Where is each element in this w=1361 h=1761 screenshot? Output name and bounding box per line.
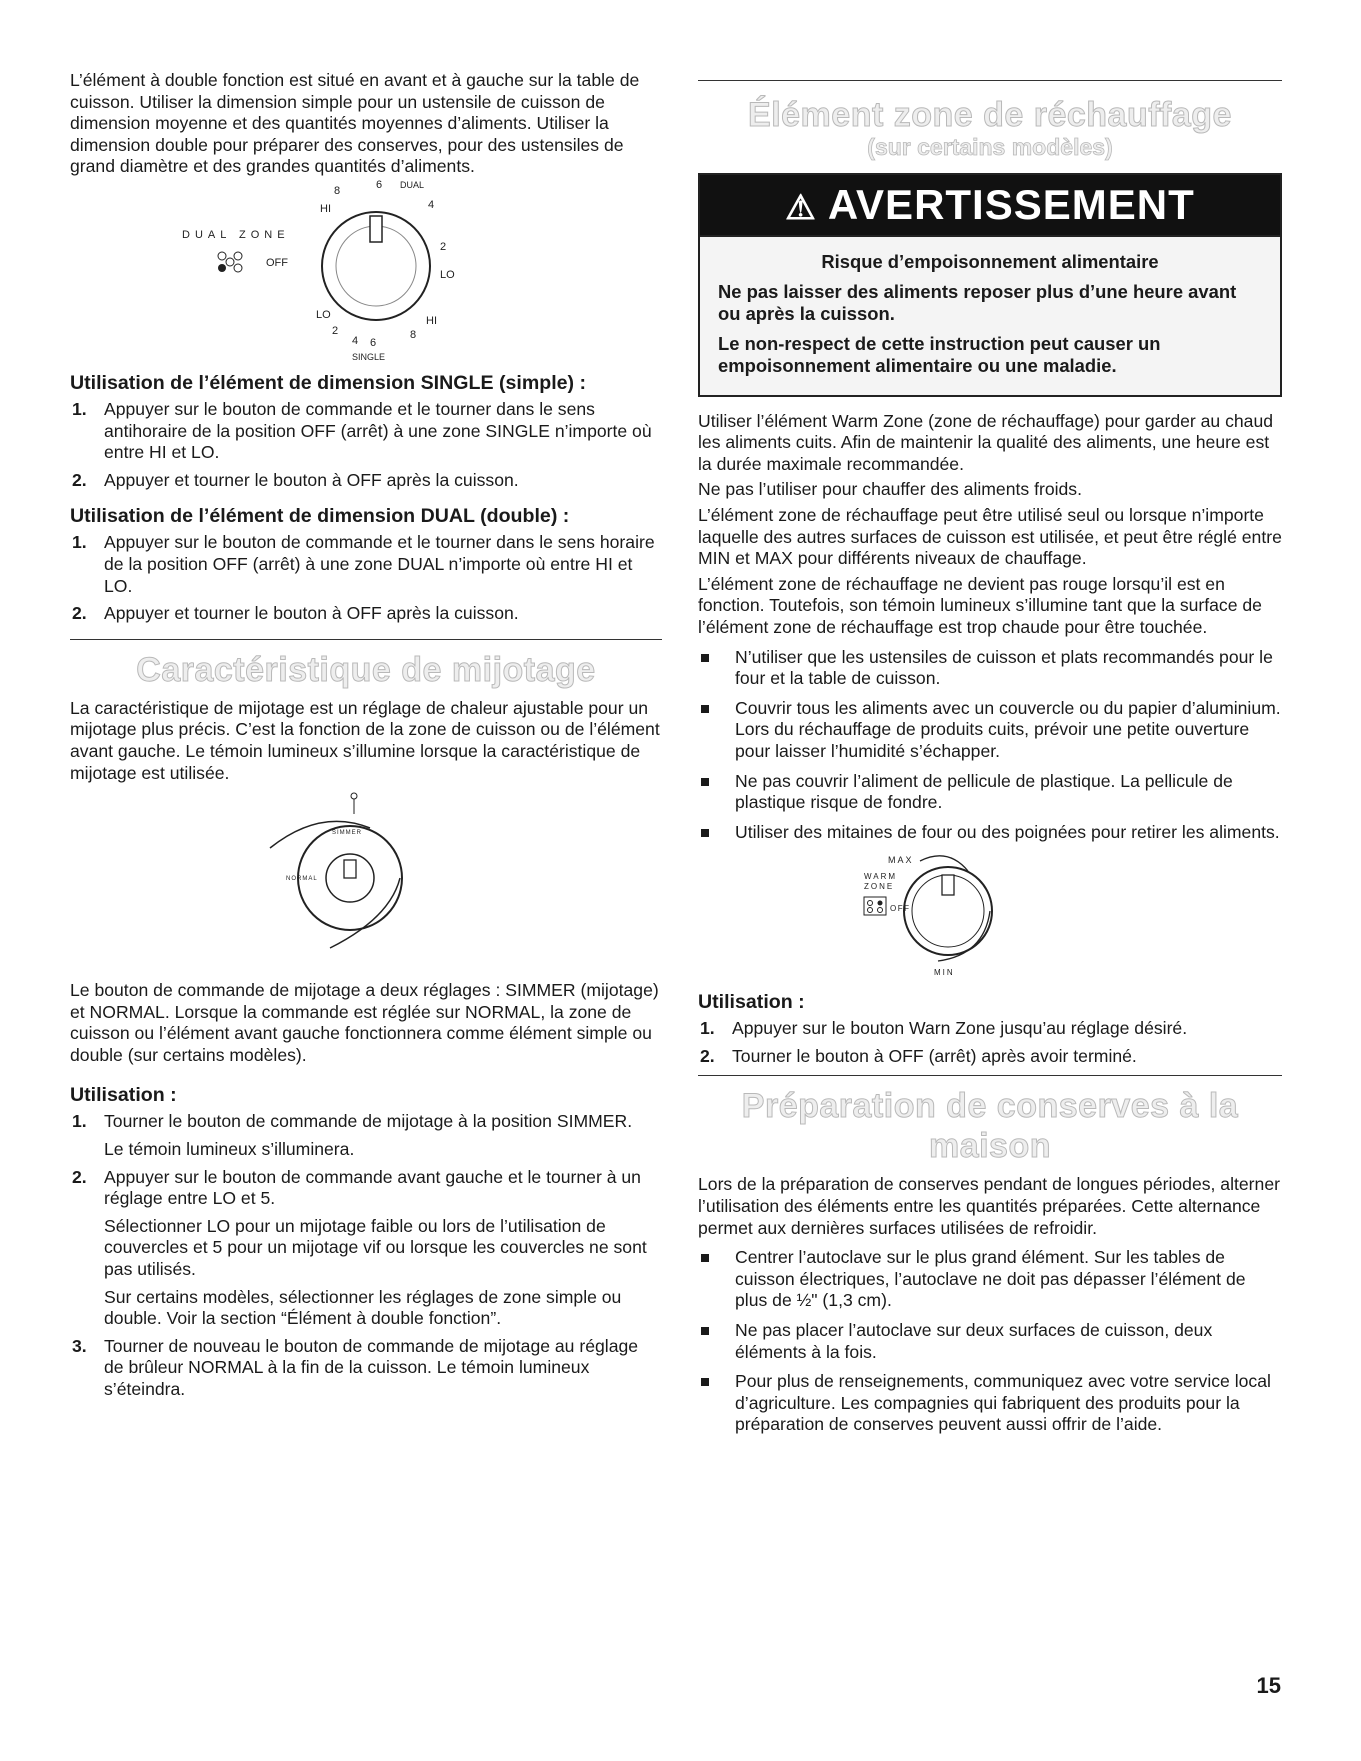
- dial-4-top: 4: [428, 198, 435, 211]
- dual-heading: Utilisation de l’élément de dimension DUAL (double) :: [70, 505, 570, 528]
- warm-zone-subtitle: (sur certains modèles): [867, 134, 1113, 160]
- dial-lo-bottom: LO: [316, 308, 331, 321]
- simmer-section-title: Caractéristique de mijotage: [136, 650, 596, 689]
- dial-dual: DUAL: [400, 179, 425, 190]
- warning-box: [698, 173, 1282, 397]
- dial-8-bottom: 8: [410, 328, 417, 341]
- warm-p2: Ne pas l’utiliser pour chauffer des aliments froids.: [698, 479, 1082, 500]
- warm-bullets: [698, 647, 1282, 844]
- list-item: Utiliser des mitaines de four ou des poignées pour retirer les aliments.: [698, 822, 1282, 844]
- warning-triangle-icon: ⚠: [785, 188, 817, 227]
- single-steps: [70, 399, 662, 491]
- left-column: [70, 70, 662, 1407]
- single-heading: Utilisation de l’élément de dimension SINGLE (simple) :: [70, 371, 587, 394]
- warning-body: [700, 235, 1280, 395]
- dual-zone-label: DUAL ZONE: [182, 228, 290, 241]
- warm-use-heading: Utilisation :: [698, 991, 805, 1014]
- simmer-use-heading: Utilisation :: [70, 1084, 177, 1107]
- simmer-description: Le bouton de commande de mijotage a deux réglages : SIMMER (mijotage) et NORMAL. Lorsque la commande est réglée sur NORMAL, la zone de cuisson ou l’élément avant gauche fonctionnera comme élément simple ou double (sur certains modèles).: [70, 980, 659, 1065]
- simmer-intro: La caractéristique de mijotage est un réglage de chaleur ajustable pour un mijotage plus précis. C’est la fonction de la zone de cuisson ou de l’élément avant gauche. Le témoin lumineux s’illumine lorsque la caractéristique de mijotage est utilisée.: [70, 697, 660, 783]
- list-item: 2. Appuyer et tourner le bouton à OFF après la cuisson.: [72, 603, 519, 624]
- normal-label: NORMAL: [286, 876, 318, 883]
- warning-line1: Ne pas laisser des aliments reposer plus d’une heure avant ou après la cuisson.: [718, 280, 1237, 324]
- divider: [698, 80, 1282, 81]
- simmer-dial-figure: [70, 788, 662, 958]
- warm-zone-title: Élément zone de réchauffage: [748, 96, 1232, 134]
- list-item: 1. Appuyer sur le bouton de commande et le tourner dans le sens antihoraire de la position OFF (arrêt) à une zone SINGLE n’importe où entre HI et LO.: [72, 398, 652, 463]
- dial-2-top: 2: [440, 240, 447, 253]
- warm-p4: L’élément zone de réchauffage ne devient pas rouge lorsqu’il est en fonction. Toutefois, son témoin lumineux s’illumine tant que la surface de l’élément zone de réchauffage est trop chaude pour être touchée.: [698, 573, 1262, 637]
- canning-title: Préparation de conserves à la maison: [741, 1087, 1239, 1166]
- dial-6-top: 6: [376, 178, 383, 191]
- warm-max-label: MAX: [888, 855, 914, 866]
- list-item: Centrer l’autoclave sur le plus grand élément. Sur les tables de cuisson électriques, l’autoclave ne doit pas dépasser l’élément de plus de ½" (1,3 cm).: [698, 1247, 1282, 1312]
- simmer-label: SIMMER: [332, 830, 362, 837]
- list-item: 2. Appuyer sur le bouton de commande avant gauche et le tourner à un réglage entre LO et 5. Sélectionner LO pour un mijotage faible ou lors de l’utilisation de couvercles et 5 pour un mijotage vif ou lorsque les couvercles ne sont pas utilisés. Sur certains modèles, sélectionner les réglages de zone simple ou double. Voir la section “Élément à double fonction”.: [72, 1166, 647, 1329]
- list-item: 1. Appuyer sur le bouton de commande et le tourner dans le sens horaire de la position OFF (arrêt) à une zone DUAL n’importe où entre HI et LO.: [72, 532, 655, 596]
- list-item: 2. Appuyer et tourner le bouton à OFF après la cuisson.: [72, 469, 519, 490]
- dial-hi-top: HI: [320, 202, 331, 215]
- warning-line2: Le non-respect de cette instruction peut causer un empoisonnement alimentaire ou une maladie.: [718, 332, 1161, 376]
- dial-single: SINGLE: [352, 351, 386, 362]
- list-item: 3. Tourner de nouveau le bouton de commande de mijotage au réglage de brûleur NORMAL à la fin de la cuisson. Le témoin lumineux s’éteindra.: [72, 1335, 639, 1399]
- dial-hi-bottom: HI: [426, 314, 437, 327]
- dual-intro: L’élément à double fonction est situé en avant et à gauche sur la table de cuisson. Utiliser la dimension simple pour un ustensile de cuisson de dimension moyenne et des quantités moyennes d’aliments. Utiliser la dimension double pour préparer des conserves, pour des ustensiles de grand diamètre et des grandes quantités d’aliments.: [70, 70, 640, 177]
- divider: [698, 1075, 1282, 1076]
- warm-off-label: OFF: [890, 904, 911, 914]
- dial-6-bottom: 6: [370, 336, 377, 349]
- warm-min-label: MIN: [934, 968, 955, 978]
- list-item: Couvrir tous les aliments avec un couvercle ou du papier d’aluminium. Lors du réchauffage de produits cuits, prévoir une petite ouverture pour laisser l’humidité s’échapper.: [698, 698, 1282, 763]
- warning-title: AVERTISSEMENT: [827, 180, 1195, 228]
- dial-4-bottom: 4: [352, 334, 359, 347]
- list-item: 1. Tourner le bouton de commande de mijotage à la position SIMMER. Le témoin lumineux s’illuminera.: [72, 1111, 633, 1160]
- dial-2-bottom: 2: [332, 324, 339, 337]
- list-item: 2. Tourner le bouton à OFF (arrêt) après avoir terminé.: [700, 1045, 1137, 1066]
- divider: [70, 639, 662, 640]
- canning-bullets: [698, 1247, 1282, 1436]
- canning-intro: Lors de la préparation de conserves pendant de longues périodes, alterner l’utilisation des éléments entre les quantités préparées. Cette alternance permet aux dernières surfaces utilisées de refroidir.: [698, 1174, 1280, 1238]
- dial-lo-top: LO: [440, 268, 455, 281]
- warning-risk: Risque d’empoisonnement alimentaire: [821, 250, 1159, 272]
- list-item: Ne pas couvrir l’aliment de pellicule de plastique. La pellicule de plastique risque de fondre.: [698, 771, 1282, 814]
- warm-zone-dial-figure: [698, 851, 1282, 981]
- warm-use-steps: [698, 1018, 1282, 1067]
- zone-label: ZONE: [864, 882, 895, 892]
- list-item: Ne pas placer l’autoclave sur deux surfaces de cuisson, deux éléments à la fois.: [698, 1320, 1282, 1363]
- warm-p3: L’élément zone de réchauffage peut être utilisé seul ou lorsque n’importe laquelle des autres surfaces de cuisson est utilisée, et peut être réglé entre MIN et MAX pour différents niveaux de chauffage.: [698, 504, 1282, 569]
- dual-steps: [70, 532, 662, 624]
- dial-8-top: 8: [334, 184, 341, 197]
- dual-off-label: OFF: [266, 256, 288, 269]
- list-item: 1. Appuyer sur le bouton Warn Zone jusqu’au réglage désiré.: [700, 1018, 1188, 1039]
- list-item: Pour plus de renseignements, communiquez avec votre service local d’agriculture. Les compagnies qui fabriquent des produits pour la préparation de conserves peuvent aussi offrir de l’aide.: [698, 1371, 1282, 1436]
- list-item: N’utiliser que les ustensiles de cuisson et plats recommandés pour le four et la table de cuisson.: [698, 647, 1282, 690]
- warm-label: WARM: [864, 872, 898, 882]
- simmer-use-steps: [70, 1111, 662, 1400]
- page-number: 15: [1256, 1673, 1281, 1698]
- dual-zone-dial-figure: [70, 178, 662, 368]
- warm-p1: Utiliser l’élément Warm Zone (zone de réchauffage) pour garder au chaud les aliments cuits. Afin de maintenir la qualité des aliments, une heure est la durée maximale recommandée.: [698, 410, 1274, 474]
- warning-header: [700, 175, 1280, 235]
- warm-zone-icon: [864, 897, 886, 915]
- right-column: [698, 80, 1282, 1444]
